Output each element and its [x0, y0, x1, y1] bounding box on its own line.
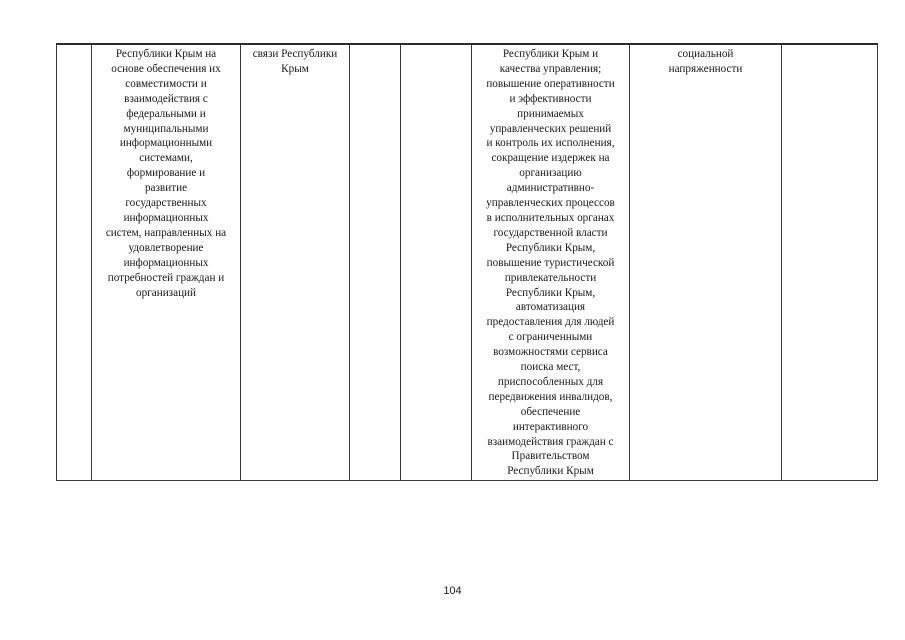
page-number: 104: [443, 585, 462, 597]
table-cell-1: [57, 44, 92, 481]
table-cell-6: Республики Крым и качества управления; повышение оперативности и эффективности принимаемых управленческих решений и контроль их исполнения, сокращение издержек на организацию административно- управленческих процессов в исполнительных органах государственной власти Республики Крым, повышение туристической привлекательности Республики Крым, автоматизация предоставления для людей с ограниченными возможностями сервиса поиска мест, приспособленных для передвижения инвалидов, обеспечение интерактивного взаимодействия граждан с Правительством Республики Крым: [472, 44, 630, 481]
table-cell-3: связи Республики Крым: [241, 44, 350, 481]
table-row: [57, 44, 878, 481]
table-cell-4: [350, 44, 401, 481]
program-table: [56, 43, 878, 481]
table-cell-5: [401, 44, 472, 481]
table-cell-8: [782, 44, 878, 481]
table-cell-7: социальной напряженности: [630, 44, 782, 481]
table-cell-2: Республики Крым на основе обеспечения их совместимости и взаимодействия с федеральными и муниципальными информационными системами, формирование и развитие государственных информационных систем, направленных на удовлетворение информационных потребностей граждан и организаций: [92, 44, 241, 481]
